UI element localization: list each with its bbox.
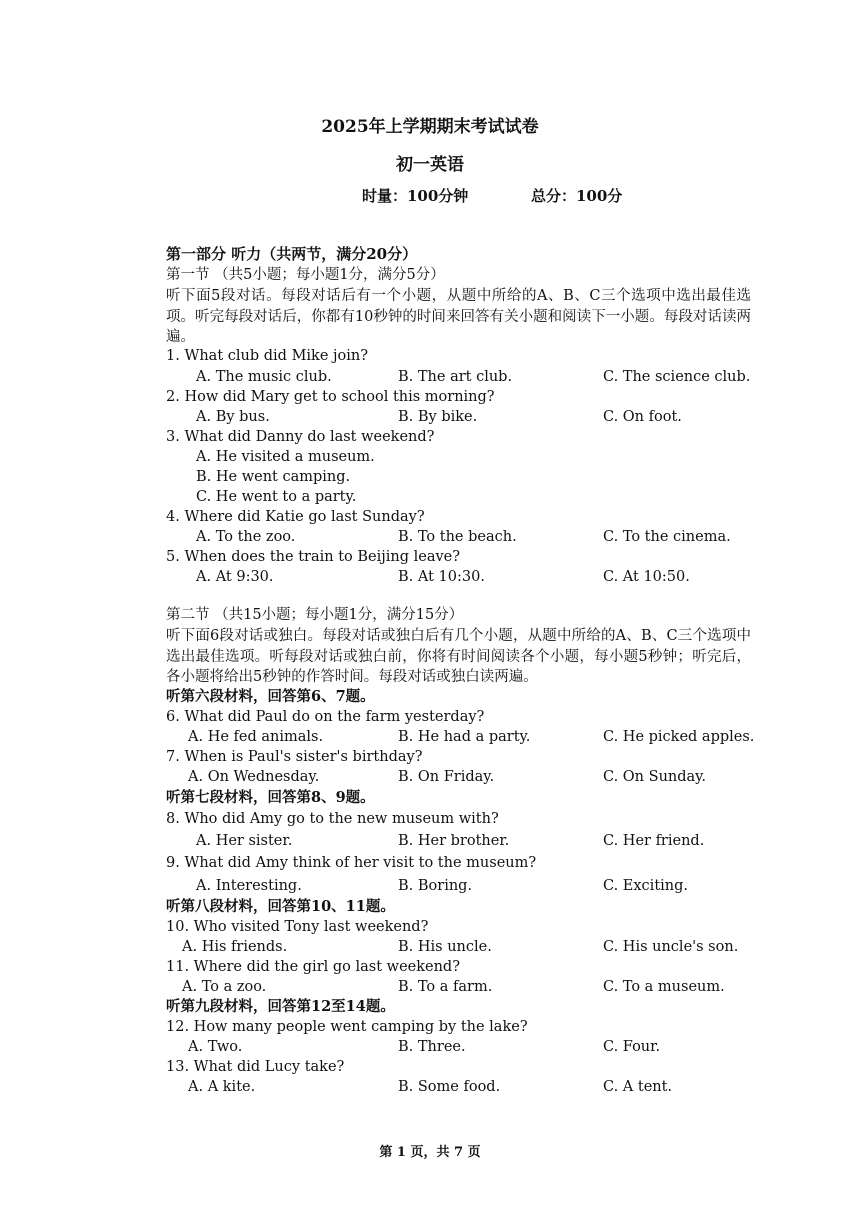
q8-option-a: A. Her sister. (196, 833, 293, 849)
q12-option-b: B. Three. (398, 1039, 466, 1055)
q13-option-b: B. Some food. (398, 1079, 501, 1095)
q11-option-a: A. To a zoo. (182, 979, 267, 995)
q5-option-b: B. At 10:30. (398, 569, 485, 585)
q9-option-a: A. Interesting. (196, 878, 302, 894)
q2-option-a: A. By bus. (196, 409, 270, 425)
question-8: 8. Who did Amy go to the new museum with? (166, 811, 499, 827)
section1-heading: 第一节 （共5小题；每小题1分，满分5分） (166, 267, 445, 283)
material7-label: 听第七段材料，回答第8、9题。 (166, 789, 375, 806)
q1-option-b: B. The art club. (398, 369, 513, 385)
part1-heading: 第一部分 听力（共两节，满分20分） (166, 245, 418, 263)
q8-option-b: B. Her brother. (398, 833, 510, 849)
q13-option-c: C. A tent. (603, 1079, 673, 1095)
question-4: 4. Where did Katie go last Sunday? (166, 509, 425, 525)
q2-option-c: C. On foot. (603, 409, 682, 425)
q11-option-b: B. To a farm. (398, 979, 493, 995)
q12-option-c: C. Four. (603, 1039, 661, 1055)
question-2: 2. How did Mary get to school this morning? (166, 389, 495, 405)
q3-option-a: A. He visited a museum. (196, 449, 375, 465)
q1-option-a: A. The music club. (196, 369, 332, 385)
section1-instructions: 听下面5段对话。每段对话后有一个小题，从题中所给的A、B、C三个选项中选出最佳选项。听完每段对话后，你都有10秒钟的时间来回答有关小题和阅读下一小题。每段对话读两遍。 (166, 288, 751, 345)
question-13: 13. What did Lucy take? (166, 1059, 345, 1075)
q10-option-c: C. His uncle's son. (603, 939, 739, 955)
q7-option-c: C. On Sunday. (603, 769, 707, 785)
question-11: 11. Where did the girl go last weekend? (166, 959, 460, 975)
q1-option-c: C. The science club. (603, 369, 751, 385)
q10-option-a: A. His friends. (182, 939, 288, 955)
q7-option-b: B. On Friday. (398, 769, 495, 785)
q9-option-c: C. Exciting. (603, 878, 689, 894)
q8-option-c: C. Her friend. (603, 833, 705, 849)
question-3: 3. What did Danny do last weekend? (166, 429, 435, 445)
question-6: 6. What did Paul do on the farm yesterday? (166, 709, 485, 725)
page-number: 第 1 页，共 7 页 (379, 1145, 481, 1160)
section2-heading: 第二节 （共15小题；每小题1分，满分15分） (166, 607, 464, 623)
question-9: 9. What did Amy think of her visit to the museum? (166, 855, 537, 871)
q13-option-a: A. A kite. (188, 1079, 256, 1095)
question-1: 1. What club did Mike join? (166, 348, 369, 364)
q6-option-b: B. He had a party. (398, 729, 531, 745)
q3-option-b: B. He went camping. (196, 469, 351, 485)
q3-option-c: C. He went to a party. (196, 489, 357, 505)
q4-option-a: A. To the zoo. (196, 529, 296, 545)
q4-option-b: B. To the beach. (398, 529, 517, 545)
q11-option-c: C. To a museum. (603, 979, 725, 995)
q6-option-c: C. He picked apples. (603, 729, 755, 745)
q5-option-a: A. At 9:30. (196, 569, 274, 585)
q6-option-a: A. He fed animals. (188, 729, 324, 745)
q4-option-c: C. To the cinema. (603, 529, 731, 545)
question-7: 7. When is Paul's sister's birthday? (166, 749, 423, 765)
q10-option-b: B. His uncle. (398, 939, 492, 955)
exam-total-score: 总分：100分 (531, 187, 623, 205)
exam-time: 时量：100分钟 (362, 187, 469, 205)
question-10: 10. Who visited Tony last weekend? (166, 919, 429, 935)
material8-label: 听第八段材料，回答第10、11题。 (166, 898, 395, 915)
q9-option-b: B. Boring. (398, 878, 473, 894)
material9-label: 听第九段材料，回答第12至14题。 (166, 998, 395, 1015)
exam-subject: 初一英语 (396, 155, 464, 175)
q5-option-c: C. At 10:50. (603, 569, 690, 585)
question-5: 5. When does the train to Beijing leave? (166, 549, 461, 565)
q7-option-a: A. On Wednesday. (188, 769, 320, 785)
q2-option-b: B. By bike. (398, 409, 478, 425)
exam-title: 2025年上学期期末考试试卷 (321, 117, 539, 137)
material6-label: 听第六段材料，回答第6、7题。 (166, 688, 375, 705)
q12-option-a: A. Two. (188, 1039, 243, 1055)
question-12: 12. How many people went camping by the lake? (166, 1019, 528, 1035)
section2-instructions: 听下面6段对话或独白。每段对话或独白后有几个小题，从题中所给的A、B、C三个选项中选出最佳选项。听每段对话或独白前，你将有时间阅读各个小题，每小题5秒钟；听完后，各小题将给出5秒钟的作答时间。每段对话或独白读两遍。 (166, 628, 751, 685)
